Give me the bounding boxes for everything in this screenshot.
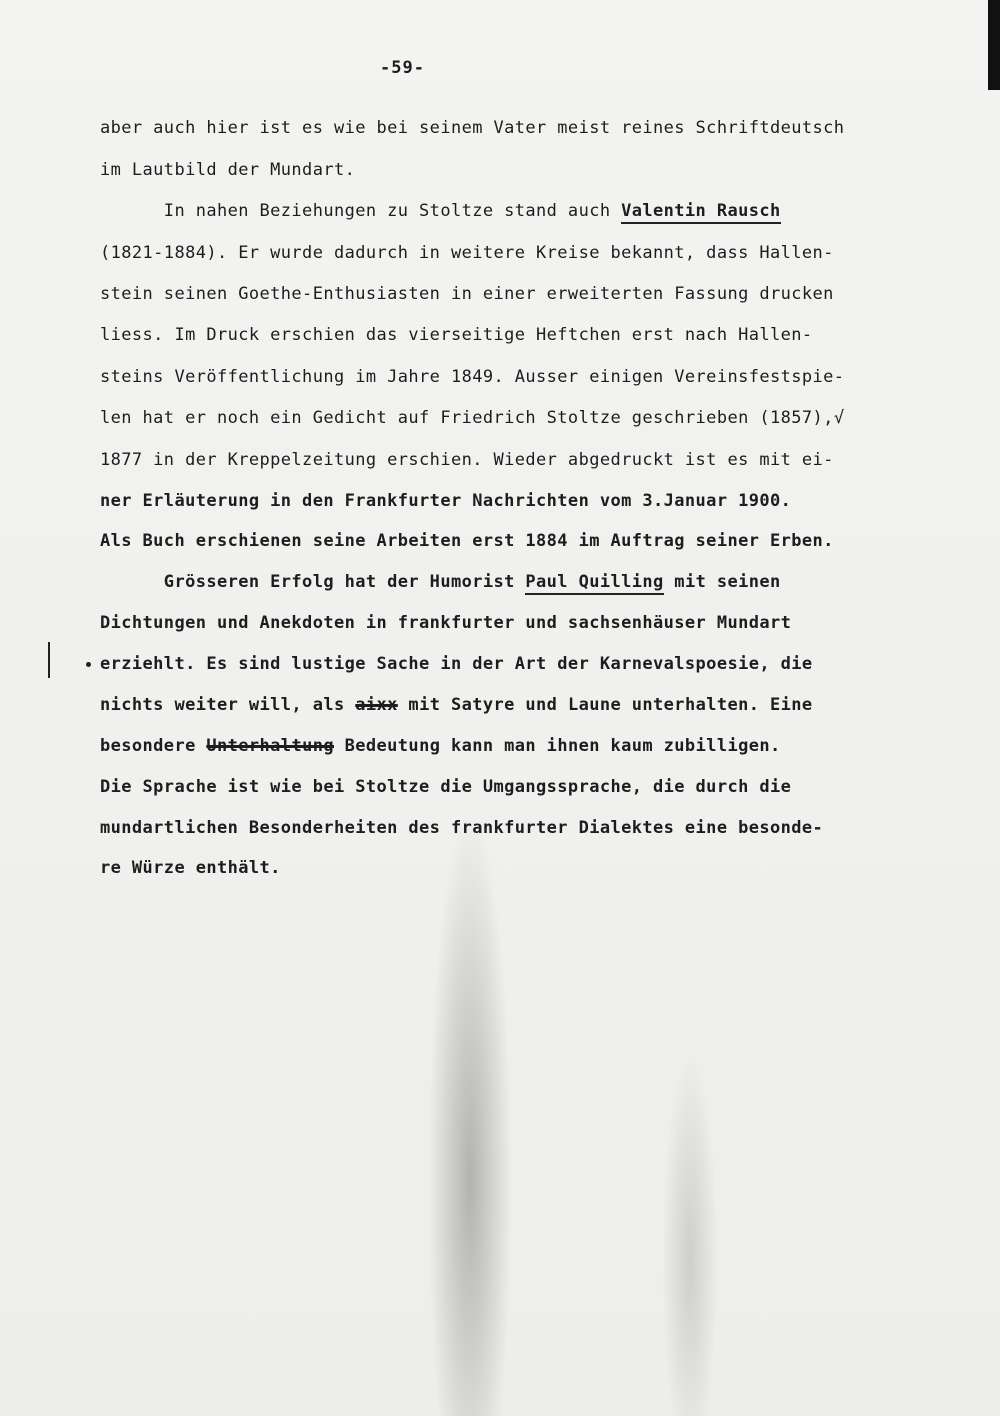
text-line: im Lautbild der Mundart. [100,160,356,180]
text-line: liess. Im Druck erschien das vierseitige Heftchen erst nach Hallen- [100,325,813,345]
text-line: stein seinen Goethe-Enthusiasten in einer erweiterten Fassung drucken [100,284,834,304]
text-line: aber auch hier ist es wie bei seinem Vater meist reines Schriftdeutsch [100,118,845,138]
text-line: mundartlichen Besonderheiten des frankfurter Dialektes eine besonde- [100,818,824,838]
text-line: 1877 in der Kreppelzeitung erschien. Wieder abgedruckt ist es mit ei- [100,450,834,470]
text-line: Als Buch erschienen seine Arbeiten erst 1884 im Auftrag seiner Erben. [100,531,834,551]
scan-edge [988,0,1000,90]
text-line: (1821-1884). Er wurde dadurch in weitere Kreise bekannt, dass Hallen- [100,243,834,263]
text-line: besondere Unterhaltung Bedeutung kann man ihnen kaum zubilligen. [100,736,781,756]
margin-line-mark [48,642,50,678]
text-line: Grösseren Erfolg hat der Humorist Paul Quilling mit seinen [100,572,781,592]
text-line: Die Sprache ist wie bei Stoltze die Umgangssprache, die durch die [100,777,792,797]
text-line: erziehlt. Es sind lustige Sache in der Art der Karnevalspoesie, die [100,654,813,674]
underlined-name: Valentin Rausch [621,201,781,224]
underlined-name: Paul Quilling [525,572,663,595]
struck-word: Unterhaltung [206,736,334,756]
text-line: len hat er noch ein Gedicht auf Friedrich Stoltze geschrieben (1857),√ [100,408,845,428]
text-line: re Würze enthält. [100,858,281,878]
text-line: ner Erläuterung in den Frankfurter Nachrichten vom 3.Januar 1900. [100,491,792,511]
page-number: -59- [380,58,425,78]
text-line: Dichtungen und Anekdoten in frankfurter und sachsenhäuser Mundart [100,613,792,633]
margin-check-mark: √ [833,408,845,428]
text-line: steins Veröffentlichung im Jahre 1849. Ausser einigen Vereinsfestspie- [100,367,845,387]
text-line: nichts weiter will, als aixx mit Satyre und Laune unterhalten. Eine [100,695,813,715]
struck-word: aixx [355,695,398,715]
margin-dot-mark [86,662,91,667]
text-line: In nahen Beziehungen zu Stoltze stand auch Valentin Rausch [100,201,781,221]
